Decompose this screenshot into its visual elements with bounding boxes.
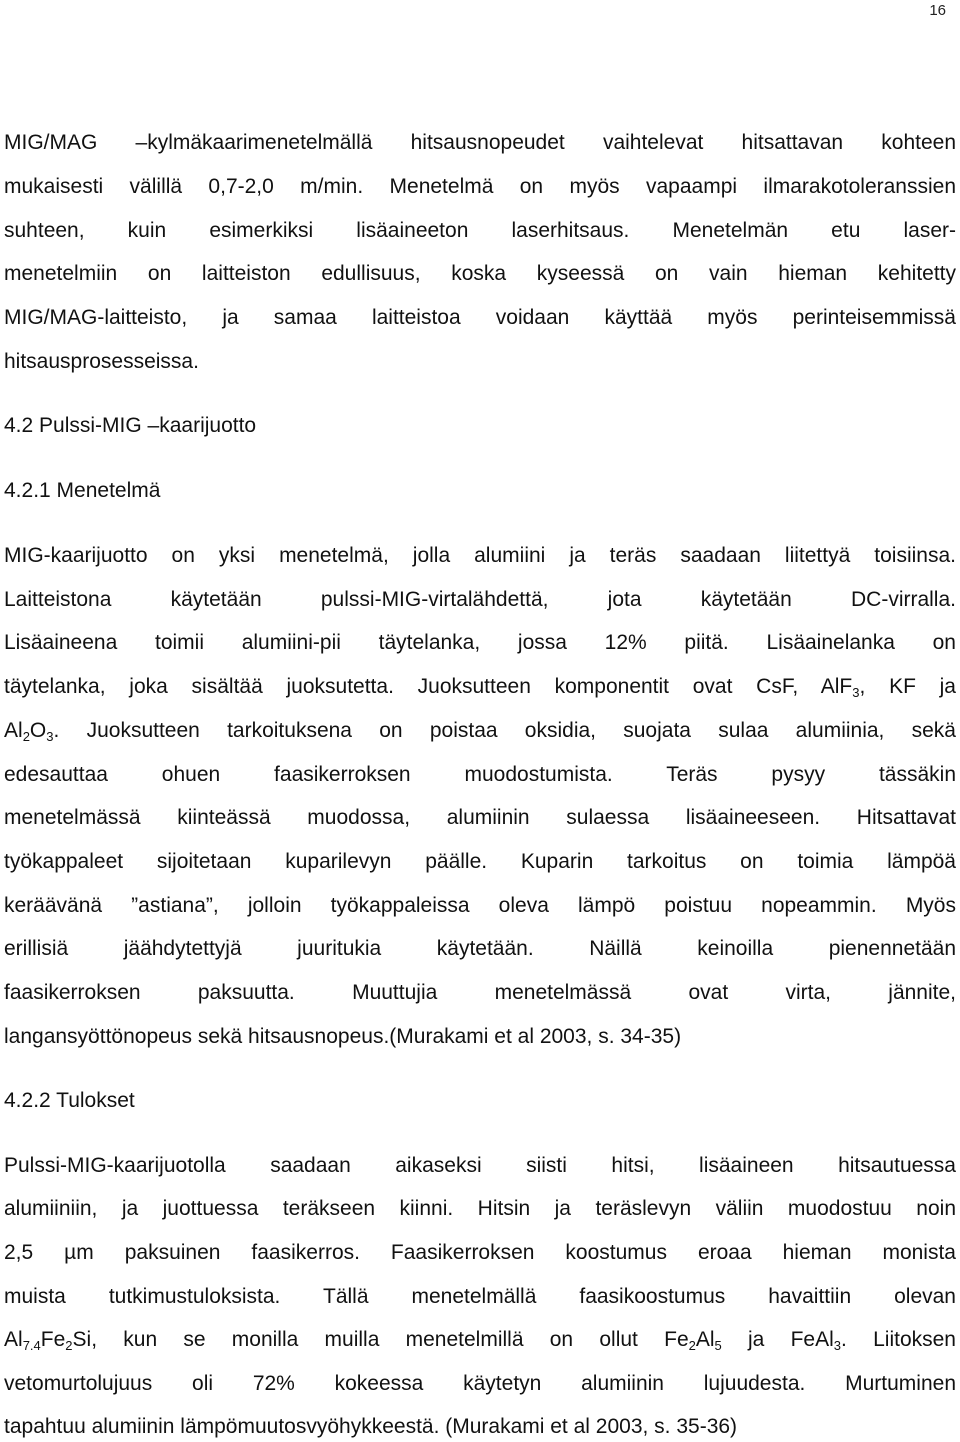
text-line: vetomurtolujuus oli 72% kokeessa käytetyn alumiinin lujuudesta. Murtuminen [4,1372,956,1395]
section-heading-4-2-2: 4.2.2 Tulokset [4,1089,135,1112]
section-heading-4-2-1: 4.2.1 Menetelmä [4,479,161,502]
page-number: 16 [929,2,946,19]
text-line: alumiiniin, ja juottuessa teräkseen kiinni. Hitsin ja teräslevyn väliin muodostuu noin [4,1197,956,1220]
text-line: työkappaleet sijoitetaan kuparilevyn päälle. Kuparin tarkoitus on toimia lämpöä [4,850,956,873]
text-line: menetelmiin on laitteiston edullisuus, koska kyseessä on vain hieman kehitetty [4,262,956,285]
text-line: menetelmässä kiinteässä muodossa, alumiinin sulaessa lisäaineeseen. Hitsattavat [4,806,956,829]
section-heading-4-2: 4.2 Pulssi-MIG –kaarijuotto [4,414,257,437]
text-line: langansyöttönopeus sekä hitsausnopeus.(Murakami et al 2003, s. 34-35) [4,1025,682,1048]
text-line: tapahtuu alumiinin lämpömuutosvyöhykkeestä. (Murakami et al 2003, s. 35-36) [4,1415,738,1438]
text-line: hitsausprosesseissa. [4,350,199,373]
text-line: edesauttaa ohuen faasikerroksen muodostumista. Teräs pysyy tässäkin [4,763,956,786]
text-line: suhteen, kuin esimerkiksi lisäaineeton laserhitsaus. Menetelmän etu laser- [4,219,956,242]
text-line: MIG-kaarijuotto on yksi menetelmä, jolla alumiini ja teräs saadaan liitettyä toisiinsa. [4,544,956,567]
text-line: Laitteistona käytetään pulssi-MIG-virtalähdettä, jota käytetään DC-virralla. [4,588,956,611]
text-line: Lisäaineena toimii alumiini-pii täytelanka, jossa 12% piitä. Lisäainelanka on [4,631,956,654]
text-line: erillisiä jäähdytettyjä juuritukia käytetään. Näillä keinoilla pienennetään [4,937,956,960]
text-line: muista tutkimustuloksista. Tällä menetelmällä faasikoostumus havaittiin olevan [4,1285,956,1308]
text-line: täytelanka, joka sisältää juoksutetta. Juoksutteen komponentit ovat CsF, AlF$_3$, KF ja [4,675,956,700]
text-line: faasikerroksen paksuutta. Muuttujia menetelmässä ovat virta, jännite, [4,981,956,1004]
text-line: MIG/MAG –kylmäkaarimenetelmällä hitsausnopeudet vaihtelevat hitsattavan kohteen [4,131,956,154]
text-line: 2,5 µm paksuinen faasikerros. Faasikerroksen koostumus eroaa hieman monista [4,1241,956,1264]
text-line: Pulssi-MIG-kaarijuotolla saadaan aikaseksi siisti hitsi, lisäaineen hitsautuessa [4,1154,956,1177]
text-line: keräävänä ”astiana”, jolloin työkappaleissa oleva lämpö poistuu nopeammin. Myös [4,894,956,917]
text-line: MIG/MAG-laitteisto, ja samaa laitteistoa voidaan käyttää myös perinteisemmissä [4,306,956,329]
text-line: $Al_{7.4}Fe_2Si$, kun se monilla muilla menetelmillä on ollut $Fe_2Al_5$ ja FeAl$_3$. Liitoksen [4,1328,956,1353]
text-line: mukaisesti välillä 0,7-2,0 m/min. Menetelmä on myös vapaampi ilmarakotoleranssien [4,175,956,198]
text-line: $Al_2O_3$. Juoksutteen tarkoituksena on poistaa oksidia, suojata sulaa alumiinia, sekä [4,719,956,744]
